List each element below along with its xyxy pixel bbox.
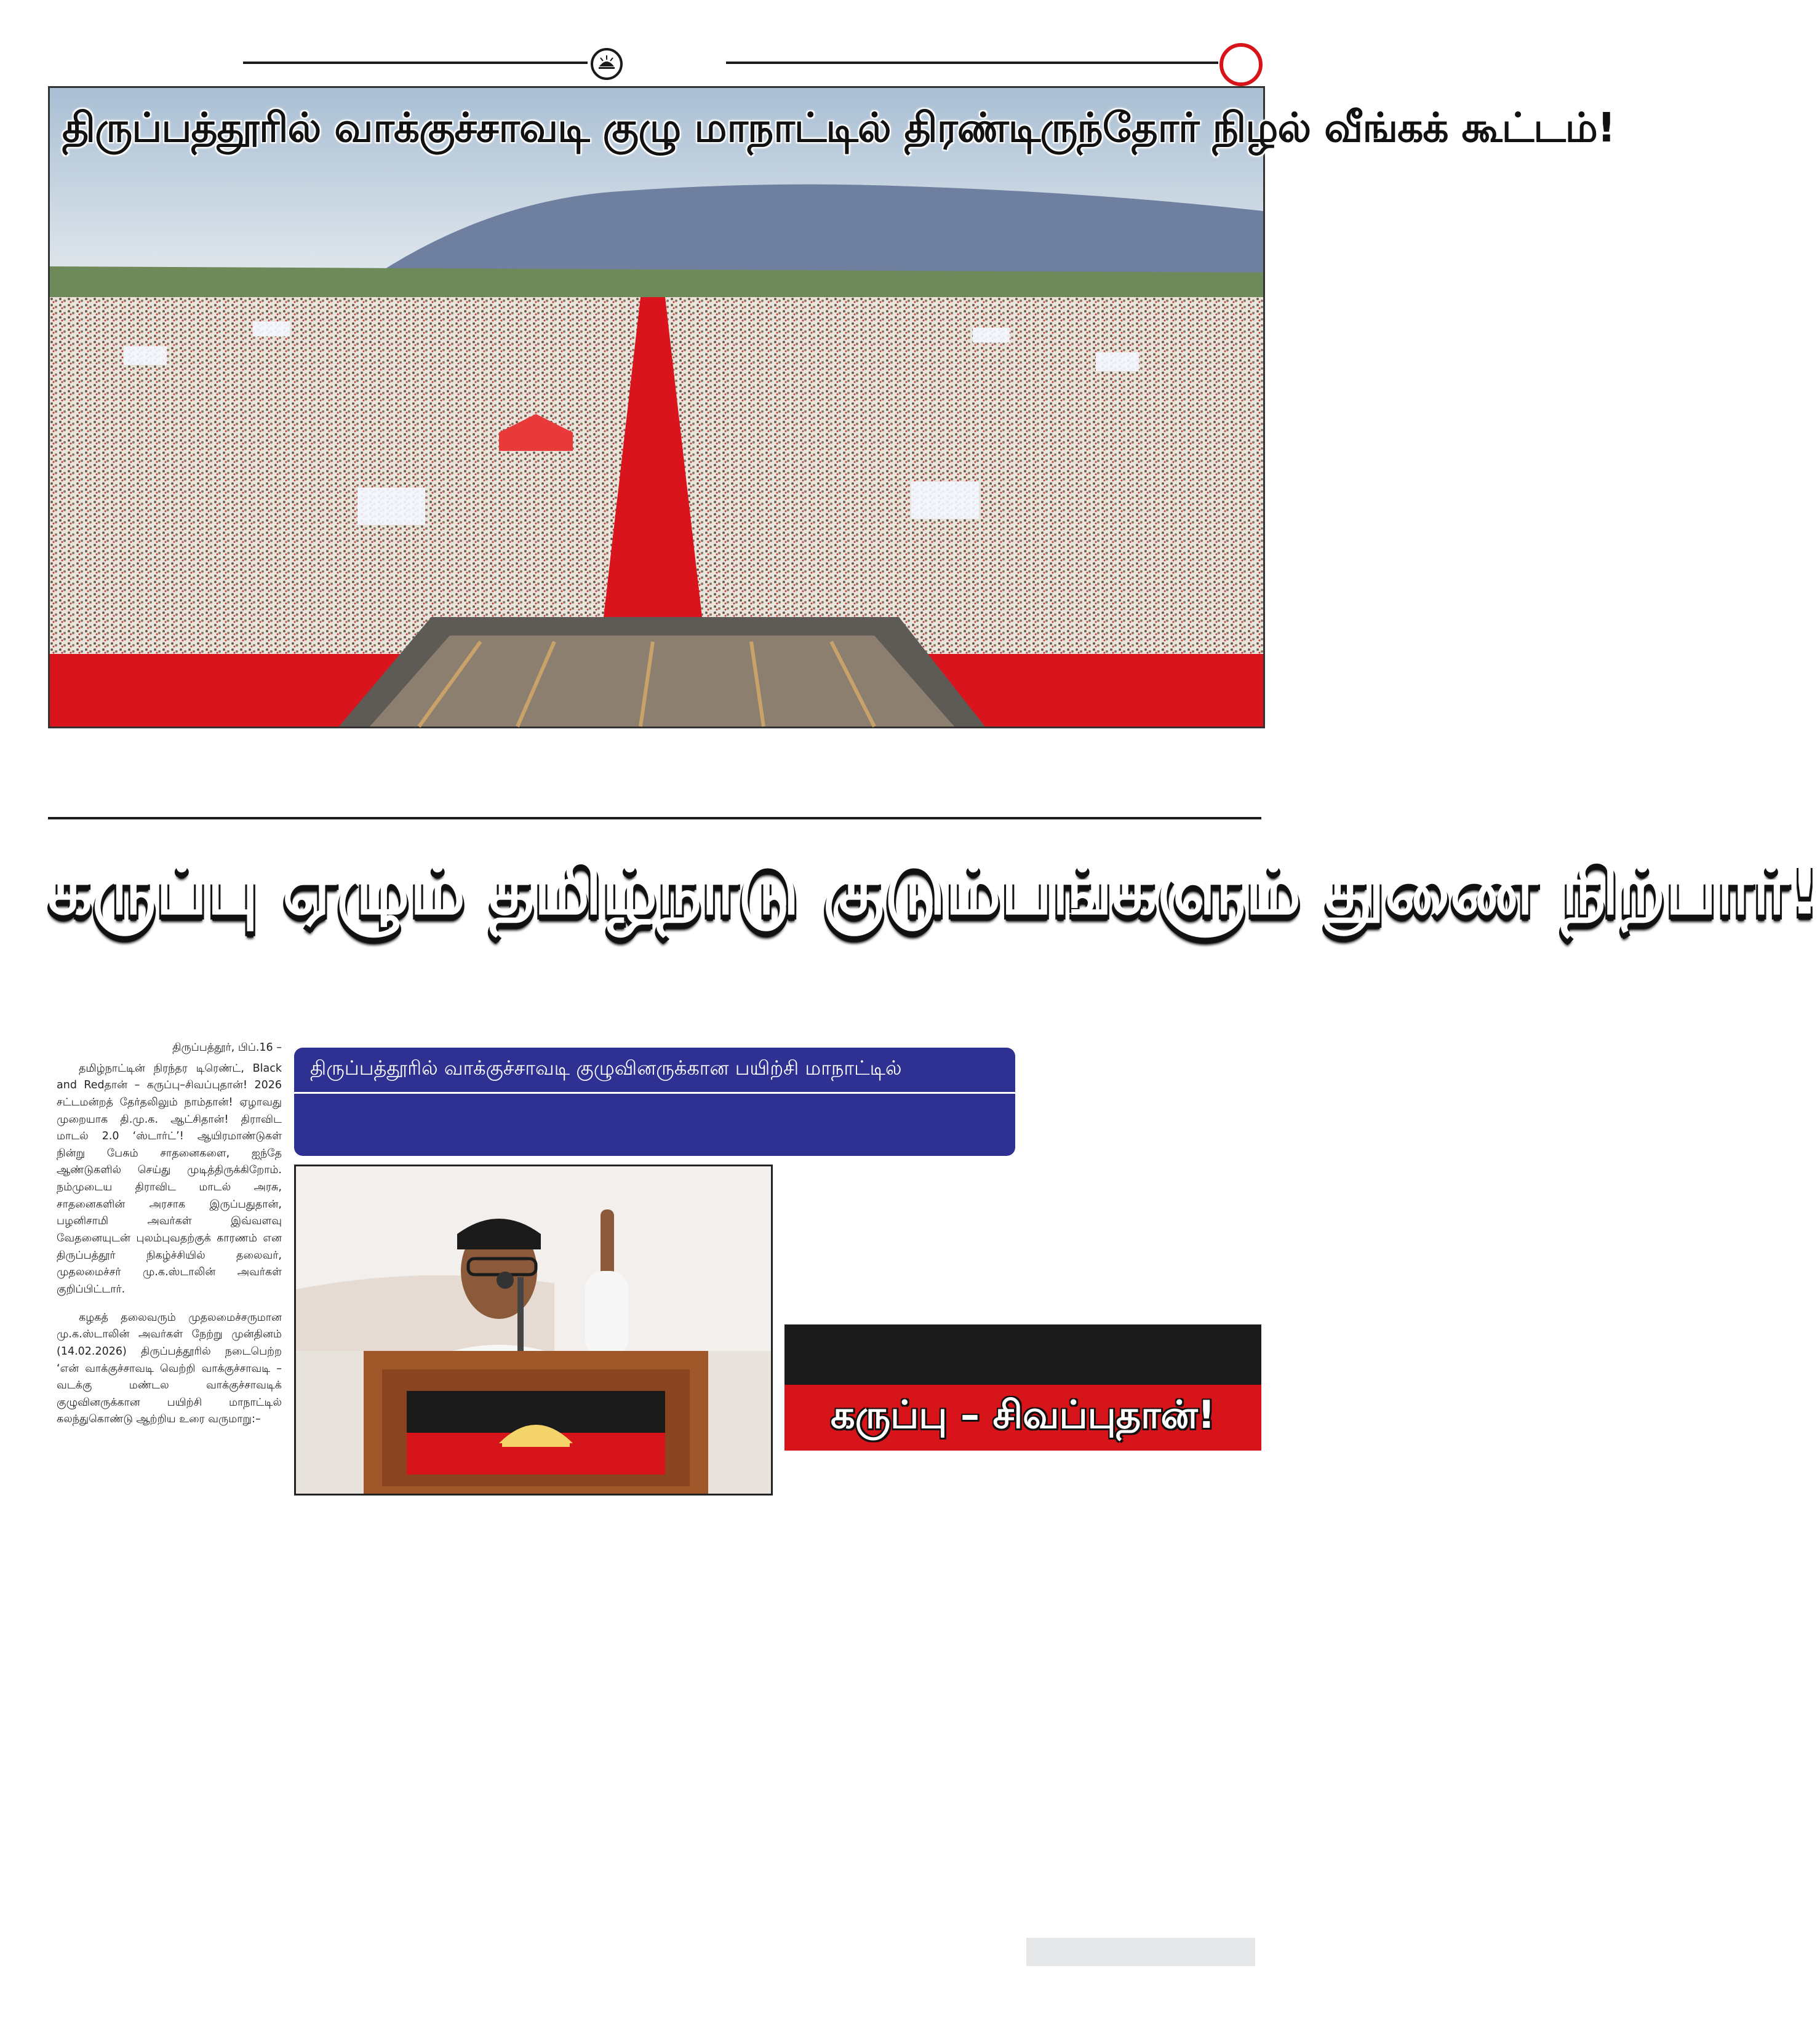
main-headline: கருப்பு ஏழும் தமிழ்நாடு குடும்பங்களும் துணை நிற்பார்! (48, 850, 1820, 930)
party-color-banner (784, 1324, 1261, 1451)
page-footer-tag (1026, 1938, 1255, 1966)
aerial-rally-photo (50, 88, 1616, 727)
caption-panel-title: திருப்பத்தூரில் வாக்குச்சாவடி குழுவினருக்கான பயிற்சி மாநாட்டில் (310, 1056, 902, 1080)
caption-panel (294, 1048, 1015, 1156)
article-paragraph: கழகத் தலைவரும் முதலமைச்சருமான மு.க.ஸ்டாலின் அவர்கள் நேற்று முன்தினம் (14.02.2026) திருப்பத்தூரில் நடைபெற்ற ‘என் வாக்குச்சாவடி வெற்றி வாக்குச்சாவடி – வடக்கு மண்டல வாக்குச்சாவடிக் குழுவினருக்கான பயிற்சி மாநாட்டில் கலந்துகொண்டு ஆற்றிய உரை வருமாறு:– (57, 1311, 282, 1426)
hero-photo (48, 86, 1616, 728)
banner-red-band (784, 1385, 1261, 1451)
speaker-photo (294, 1165, 773, 1495)
caption-panel-rule (294, 1092, 1015, 1094)
top-rule-left (243, 62, 588, 64)
speaker-at-podium-photo (296, 1166, 771, 1494)
section-divider (48, 817, 1261, 819)
article-paragraph: தமிழ்நாட்டின் நிரந்தர டிரெண்ட், Black and Redதான் – கருப்பு–சிவப்புதான்! 2026 சட்டமன்றத் தேர்தலிலும் நாம்தான்! ஏழாவது முறையாக தி.மு.க. ஆட்சிதான்! திராவிட மாடல் 2.0 ‘ஸ்டார்ட்’! ஆயிரமாண்டுகள் நின்று பேசும் சாதனைகளை, ஐந்தே ஆண்டுகளில் செய்து முடித்திருக்கிறோம். நம்முடைய திராவிட மாடல் அரசு, சாதனைகளின் அரசாக இருப்பதுதான், பழனிசாமி அவர்கள் இவ்வளவு வேதனையுடன் புலம்புவதற்குக் காரணம் என திருப்பத்தூர் நிகழ்ச்சியில் தலைவர், முதலமைச்சர் மு.க.ஸ்டாலின் அவர்கள் குறிப்பிட்டார். (57, 1062, 282, 1296)
rising-sun-emblem-icon (591, 48, 623, 80)
top-rule-right (726, 62, 1218, 64)
red-circle-icon (1219, 43, 1263, 86)
banner-black-band (784, 1324, 1261, 1385)
hero-headline: திருப்பத்தூரில் வாக்குச்சாவடி குழு மாநாட்டில் திரண்டிருந்தோர் நிழல் வீங்கக் கூட்டம்! (62, 104, 1616, 151)
article-dateline: திருப்பத்தூர், பிப்.16 – (172, 1041, 282, 1054)
banner-text: கருப்பு – சிவப்புதான்! (831, 1392, 1215, 1437)
article-body (57, 1040, 282, 1440)
